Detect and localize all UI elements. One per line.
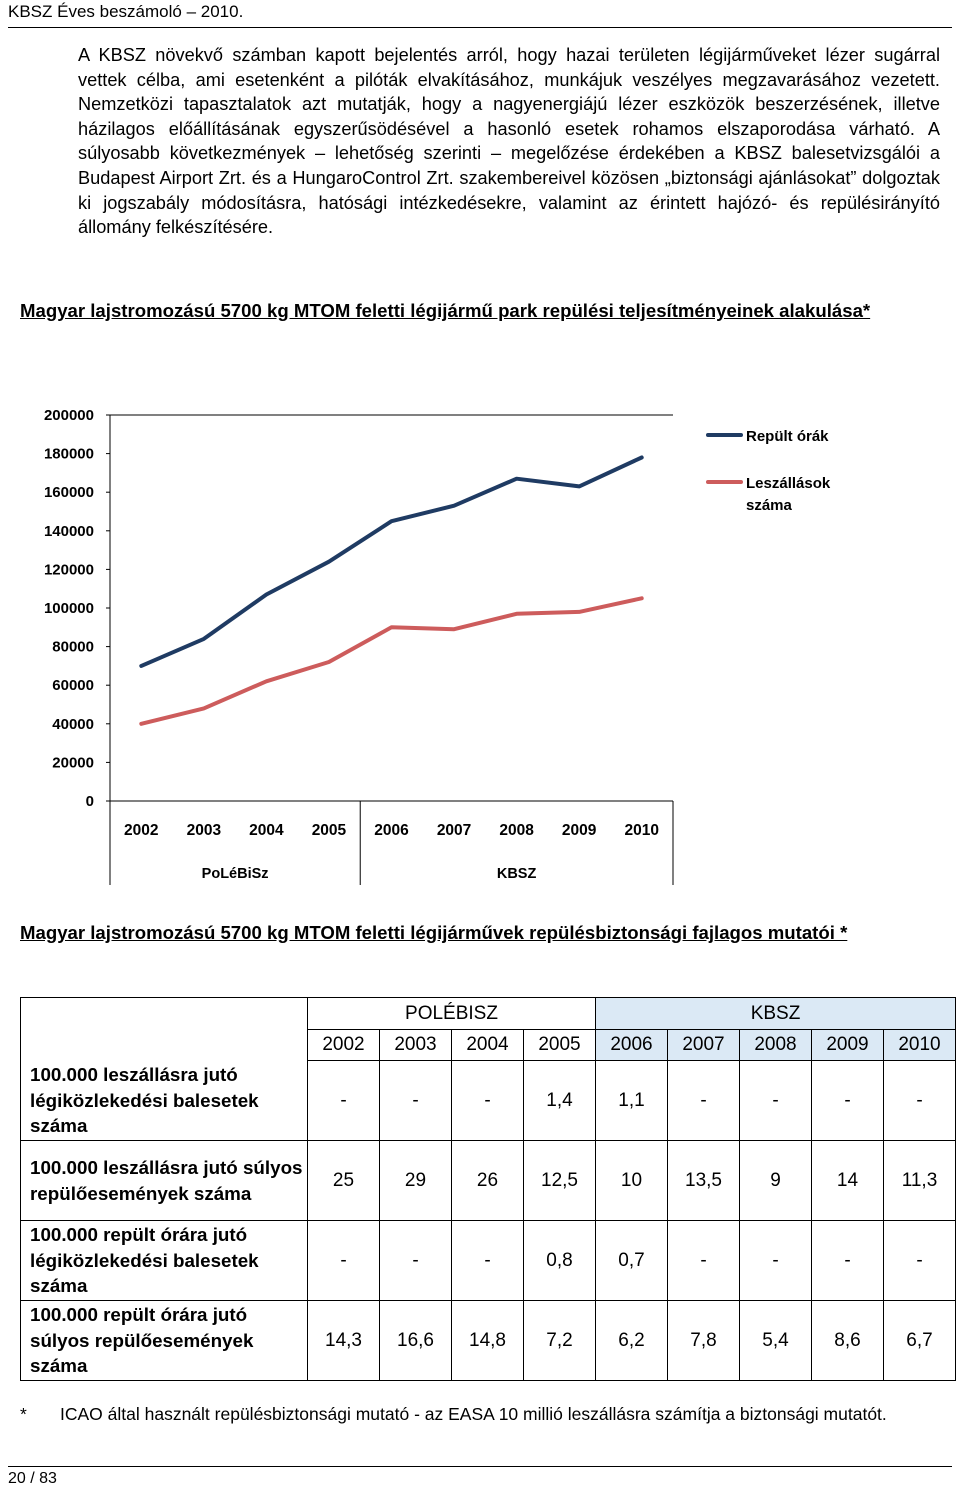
table-cell: 1,4: [524, 1061, 596, 1141]
table-cell: -: [452, 1221, 524, 1301]
chart-svg: [8, 385, 950, 890]
table-row-label: 100.000 leszállásra jutó légiközlekedési balesetek száma: [21, 1061, 308, 1141]
group-label: KBSZ: [496, 866, 537, 882]
data-point: [328, 662, 329, 663]
y-tick-label: 180000: [43, 445, 94, 463]
series-line-1: [141, 458, 641, 666]
data-point: [266, 594, 267, 595]
data-point: [391, 521, 392, 522]
table-row: [21, 1221, 956, 1301]
data-point: [641, 598, 642, 599]
table-row-label: 100.000 repült órára jutó légiközlekedési balesetek száma: [21, 1221, 308, 1301]
table-cell: 6,7: [884, 1301, 956, 1381]
x-tick-label: 2003: [186, 822, 222, 839]
table-year-2004: 2004: [452, 1030, 524, 1061]
table-cell: 7,8: [668, 1301, 740, 1381]
table-row: [21, 1301, 956, 1381]
table-cell: 9: [740, 1141, 812, 1221]
table-year-2010: 2010: [884, 1030, 956, 1061]
header-title: KBSZ Éves beszámoló – 2010.: [8, 2, 244, 21]
data-point: [579, 486, 580, 487]
data-point: [454, 629, 455, 630]
table-year-2008: 2008: [740, 1030, 812, 1061]
data-point: [579, 611, 580, 612]
data-point: [203, 638, 204, 639]
table-row-label: 100.000 repült órára jutó súlyos repülőesemények száma: [21, 1301, 308, 1381]
table-cell: 8,6: [812, 1301, 884, 1381]
footer-divider: [8, 1466, 952, 1467]
table-cell: -: [884, 1221, 956, 1301]
data-point: [641, 457, 642, 458]
legend-label: Leszállások: [746, 475, 831, 492]
table-year-2006: 2006: [596, 1030, 668, 1061]
table-year-2007: 2007: [668, 1030, 740, 1061]
table-cell: 26: [452, 1141, 524, 1221]
table-cell: 5,4: [740, 1301, 812, 1381]
table-cell: -: [452, 1061, 524, 1141]
page-header: [8, 2, 952, 28]
x-tick-label: 2004: [249, 822, 284, 839]
y-tick-label: 100000: [43, 600, 94, 617]
table-cell: 12,5: [524, 1141, 596, 1221]
data-point: [328, 561, 329, 562]
table-cell: 0,8: [524, 1221, 596, 1301]
data-point: [266, 681, 267, 682]
table-cell: 14: [812, 1141, 884, 1221]
table-year-2009: 2009: [812, 1030, 884, 1061]
body-paragraph: A KBSZ növekvő számban kapott bejelentés arról, hogy hazai területen légijárműveket lézer sugárral vettek célba, ami esetenként a pilóták elvakításához, munkájuk veszélyes megzavarásához vezetett. Nemzetközi tapasztalatok azt mutatják, hogy a nagyenergiájú lézer eszközök beszerzésének, illetve házilagos előállításának egyszerűsödésével a hasonló esetek rohamos elszaporodása várható. A súlyosabb következmények – lehetőség szerinti – megelőzése érdekében a KBSZ balesetvizsgálói a Budapest Airport Zrt. és a HungaroControl Zrt. szakembereivel közösen „biztonsági ajánlásokat” dolgoztak ki jogszabály módosításra, hatósági intézkedésekre, valamint az érintett hajózó- és repülésirányító állomány felkészítésére.: [78, 45, 940, 238]
table-cell: 14,3: [308, 1301, 380, 1381]
table-cell: -: [380, 1221, 452, 1301]
legend-label: Repült órák: [746, 428, 829, 445]
table-row: [21, 1141, 956, 1221]
table-cell: -: [668, 1061, 740, 1141]
line-chart: [8, 385, 950, 890]
table-cell: 1,1: [596, 1061, 668, 1141]
y-tick-label: 60000: [52, 677, 94, 695]
table-year-2002: 2002: [308, 1030, 380, 1061]
table-row-label: 100.000 leszállásra jutó súlyos repülőesemények száma: [21, 1141, 308, 1221]
x-tick-label: 2006: [374, 822, 409, 839]
table-cell: -: [308, 1221, 380, 1301]
x-tick-label: 2007: [436, 822, 472, 839]
series-line-2: [141, 598, 641, 724]
section-title-table: Magyar lajstromozású 5700 kg MTOM feletti légijárművek repülésbiztonsági fajlagos mutatói *: [20, 922, 848, 943]
footnote: [20, 1402, 940, 1426]
footnote-marker: *: [20, 1404, 27, 1424]
safety-indicators-table: [20, 997, 956, 1381]
table-cell: -: [668, 1221, 740, 1301]
table-cell: 25: [308, 1141, 380, 1221]
y-tick-label: 120000: [43, 561, 94, 579]
section-title-chart: Magyar lajstromozású 5700 kg MTOM feletti légijármű park repülési teljesítményeinek alakulása*: [20, 300, 871, 321]
table-corner-cell: [21, 998, 308, 1061]
y-tick-label: 0: [85, 793, 94, 810]
table-cell: 6,2: [596, 1301, 668, 1381]
y-tick-label: 160000: [43, 484, 94, 502]
table-cell: 29: [380, 1141, 452, 1221]
x-tick-label: 2010: [624, 822, 659, 839]
x-tick-label: 2005: [311, 822, 347, 839]
x-tick-label: 2009: [561, 822, 597, 839]
table-cell: 16,6: [380, 1301, 452, 1381]
data-point: [454, 505, 455, 506]
table-group-kbsz: KBSZ: [596, 998, 956, 1030]
table-cell: -: [884, 1061, 956, 1141]
table-cell: -: [308, 1061, 380, 1141]
x-tick-label: 2002: [124, 822, 159, 839]
table-cell: 7,2: [524, 1301, 596, 1381]
table-cell: -: [740, 1061, 812, 1141]
table-year-2005: 2005: [524, 1030, 596, 1061]
table-row: [21, 1061, 956, 1141]
x-tick-label: 2008: [499, 822, 534, 839]
legend-label: száma: [746, 497, 792, 514]
table-group-polebisz: POLÉBISZ: [308, 998, 596, 1030]
data-point: [391, 627, 392, 628]
table-cell: -: [812, 1221, 884, 1301]
table-cell: 14,8: [452, 1301, 524, 1381]
table-cell: -: [740, 1221, 812, 1301]
data-point: [141, 665, 142, 666]
data-point: [516, 613, 517, 614]
group-label: PoLéBiSz: [201, 866, 269, 882]
y-tick-label: 20000: [52, 754, 94, 772]
table-cell: -: [380, 1061, 452, 1141]
data-point: [203, 708, 204, 709]
y-tick-label: 140000: [43, 522, 94, 540]
table-cell: 11,3: [884, 1141, 956, 1221]
footnote-text: ICAO által használt repülésbiztonsági mutató - az EASA 10 millió leszállásra számítja a biztonsági mutatót.: [60, 1404, 887, 1424]
data-point: [516, 478, 517, 479]
table-cell: 0,7: [596, 1221, 668, 1301]
page-number: 20 / 83: [8, 1470, 57, 1487]
data-point: [141, 723, 142, 724]
y-tick-label: 40000: [52, 715, 94, 733]
table-cell: 13,5: [668, 1141, 740, 1221]
y-tick-label: 80000: [52, 638, 94, 656]
y-tick-label: 200000: [43, 407, 94, 424]
table-cell: 10: [596, 1141, 668, 1221]
table-year-2003: 2003: [380, 1030, 452, 1061]
table-cell: -: [812, 1061, 884, 1141]
